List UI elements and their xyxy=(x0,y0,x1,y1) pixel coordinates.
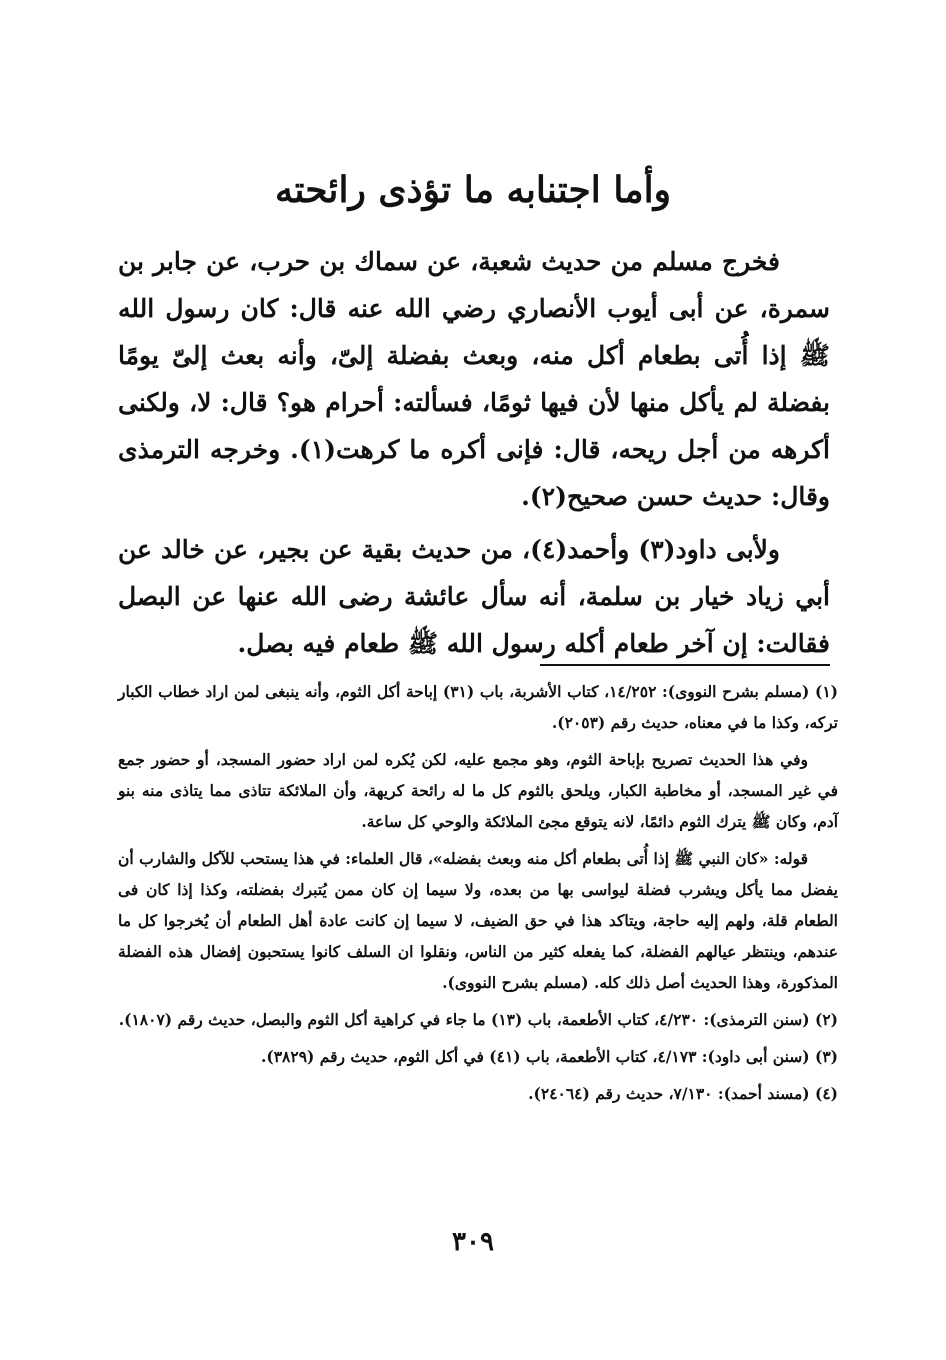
footnote-separator xyxy=(540,664,830,666)
footnotes xyxy=(118,676,838,1115)
page-number: ٣٠٩ xyxy=(452,1227,494,1257)
footnote-1-commentary-b: قوله: «كان النبي ﷺ إذا أُتى بطعام أكل منه وبعث بفضله»، قال العلماء: في هذا يستحب للآكل والشارب أن يفضل مما يأكل ويشرب فضلة ليواسى بها من بعده، ولا سيما إن كان ممن يُتبرك بفضلته، وكذا إذا كان فى الطعام قلة، ولهم إليه حاجة، ويتاكد هذا في حق الضيف، لا سيما إن كانت عادة أهل الطعام أن يُخرجوا كل ما عندهم، وينتظر عيالهم الفضلة، كما يفعله كثير من الناس، ونقلوا ان السلف كانوا يستحبون إفضال هذه الفضلة المذكورة، وهذا الحديث أصل ذلك كله. (مسلم بشرح النووى). xyxy=(118,849,838,992)
footnote-1: (١) (مسلم بشرح النووى): ١٤/٢٥٢، كتاب الأشربة، باب (٣١) إباحة أكل الثوم، وأنه ينبغى لمن اراد خطاب الكبار تركه، وكذا ما في معناه، حديث رقم (٢٠٥٣). xyxy=(118,682,839,732)
footnote-2: (٢) (سنن الترمذى): ٤/٢٣٠، كتاب الأطعمة، باب (١٣) ما جاء في كراهية أكل الثوم والبصل، حديث رقم (١٨٠٧). xyxy=(118,1010,838,1029)
section-title: وأما اجتنابه ما تؤذى رائحته xyxy=(275,169,671,211)
main-text xyxy=(118,238,830,667)
footnote-3: (٣) (سنن أبى داود): ٤/١٧٣، كتاب الأطعمة، باب (٤١) في أكل الثوم، حديث رقم (٣٨٢٩). xyxy=(261,1047,838,1066)
footnote-4: (٤) (مسند أحمد): ٧/١٣٠، حديث رقم (٢٤٠٦٤). xyxy=(528,1084,838,1103)
footnote-1-commentary-a: وفي هذا الحديث تصريح بإباحة الثوم، وهو مجمع عليه، لكن يُكره لمن اراد حضور المسجد، أو حضور جمع في غير المسجد، أو مخاطبة الكبار، ويلحق بالثوم كل ما له رائحة كريهة، وأن الملائكة تتاذى مما يتاذى منه بنو آدم، وكان ﷺ يترك الثوم دائمًا، لانه يتوقع مجئ الملائكة والوحي كل ساعة. xyxy=(118,750,838,831)
paragraph-2: ولأبى داود(٣) وأحمد(٤)، من حديث بقية عن بجير، عن خالد عن أبي زياد خيار بن سلمة، أنه سأل عائشة رضى الله عنها عن البصل فقالت: إن آخر طعام أكله رسول الله ﷺ طعام فيه بصل. xyxy=(118,535,830,658)
paragraph-1: فخرج مسلم من حديث شعبة، عن سماك بن حرب، عن جابر بن سمرة، عن أبى أيوب الأنصاري رضي الله عنه قال: كان رسول الله ﷺ إذا أُتى بطعام أكل منه، وبعث بفضلة إلىّ، وأنه بعث إلىّ يومًا بفضلة لم يأكل منها لأن فيها ثومًا، فسألته: أحرام هو؟ قال: لا، ولكنى أكرهه من أجل ريحه، قال: فإنى أكره ما كرهت(١). وخرجه الترمذى وقال: حديث حسن صحيح(٢). xyxy=(118,247,830,511)
